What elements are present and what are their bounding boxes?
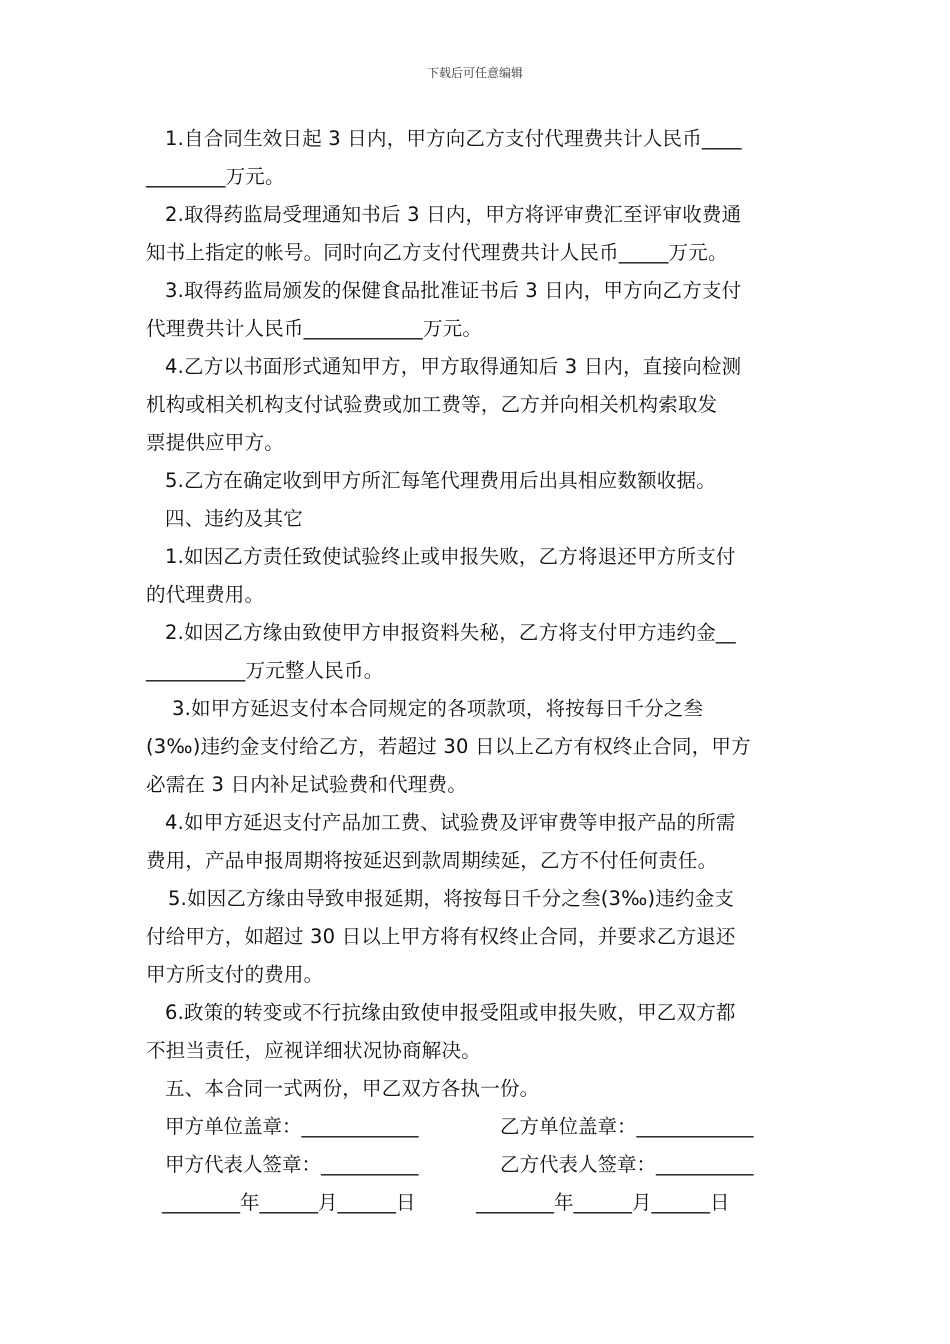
clause-3-line-2: 代理费共计人民币____________万元。 <box>146 317 483 340</box>
clause-5-line-1: 5.乙方在确定收到甲方所汇每笔代理费用后出具相应数额收据。 <box>165 469 716 492</box>
clause-2-line-2: 知书上指定的帐号。同时向乙方支付代理费共计人民币_____万元。 <box>146 241 728 264</box>
breach-6-line-1: 6.政策的转变或不行抗缘由致使申报受阻或申报失败，甲乙双方都 <box>165 1001 736 1024</box>
breach-5-line-2: 付给甲方，如超过 30 日以上甲方将有权终止合同，并要求乙方退还 <box>146 925 736 948</box>
seal-row <box>146 1108 810 1146</box>
clause-1-line-1: 1.自合同生效日起 3 日内，甲方向乙方支付代理费共计人民币____ <box>165 127 742 150</box>
breach-4-line-2: 费用，产品申报周期将按延迟到款周期续延，乙方不付任何责任。 <box>146 849 718 872</box>
party-b-date-field: ________年______月______日 <box>476 1191 730 1214</box>
party-b-seal-field: 乙方单位盖章：____________ <box>500 1115 754 1138</box>
clause-4-line-1: 4.乙方以书面形式通知甲方，甲方取得通知后 3 日内，直接向检测 <box>165 355 742 378</box>
breach-1-line-2: 的代理费用。 <box>146 583 265 606</box>
breach-1-line-1: 1.如因乙方责任致使试验终止或申报失败，乙方将退还甲方所支付 <box>165 545 736 568</box>
section-4-heading: 四、违约及其它 <box>165 507 303 530</box>
breach-2-line-1: 2.如因乙方缘由致使甲方申报资料失秘，乙方将支付甲方违约金__ <box>165 621 736 644</box>
breach-5-line-1: 5.如因乙方缘由导致申报延期，将按每日千分之叁(3‰)违约金支 <box>168 887 735 910</box>
page-header: 下载后可任意编辑 <box>426 66 523 80</box>
clause-4-line-2: 机构或相关机构支付试验费或加工费等，乙方并向相关机构索取发 <box>146 393 718 416</box>
breach-3-line-1: 3.如甲方延迟支付本合同规定的各项款项，将按每日千分之叁 <box>172 697 704 720</box>
clause-2-line-1: 2.取得药监局受理通知书后 3 日内，甲方将评审费汇至评审收费通 <box>165 203 742 226</box>
date-row <box>146 1184 810 1222</box>
breach-5-line-3: 甲方所支付的费用。 <box>146 963 324 986</box>
breach-3-line-2: (3‰)违约金支付给乙方，若超过 30 日以上乙方有权终止合同，甲方 <box>146 735 751 758</box>
party-b-rep-field: 乙方代表人签章：__________ <box>500 1153 754 1176</box>
representative-row <box>146 1146 810 1184</box>
clause-3-line-1: 3.取得药监局颁发的保健食品批准证书后 3 日内，甲方向乙方支付 <box>165 279 742 302</box>
section-5-clause: 五、本合同一式两份，甲乙双方各执一份。 <box>165 1077 540 1100</box>
party-a-seal-field: 甲方单位盖章：____________ <box>165 1115 419 1138</box>
party-a-date-field: ________年______月______日 <box>162 1191 416 1214</box>
breach-3-line-3: 必需在 3 日内补足试验费和代理费。 <box>146 773 467 796</box>
clause-1-line-2: ________万元。 <box>146 165 285 188</box>
contract-body <box>146 120 810 1222</box>
party-a-rep-field: 甲方代表人签章：__________ <box>165 1153 419 1176</box>
clause-4-line-3: 票提供应甲方。 <box>146 431 284 454</box>
breach-2-line-2: __________万元整人民币。 <box>146 659 384 682</box>
breach-6-line-2: 不担当责任，应视详细状况协商解决。 <box>146 1039 481 1062</box>
breach-4-line-1: 4.如甲方延迟支付产品加工费、试验费及评审费等申报产品的所需 <box>165 811 736 834</box>
